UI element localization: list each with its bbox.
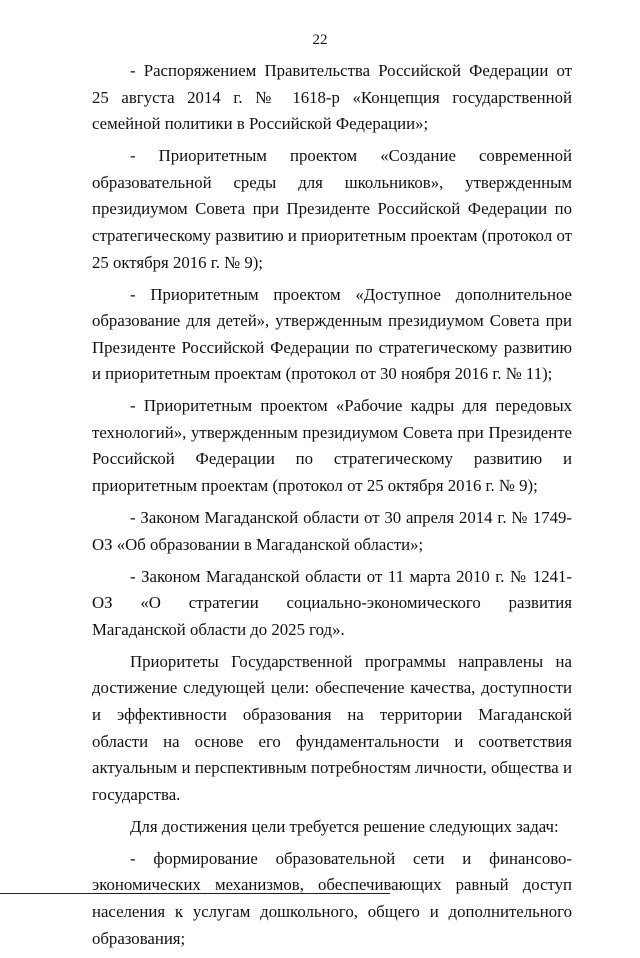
paragraph-law-strategy-magadan: - Законом Магаданской области от 11 марта 2010 г. № 1241-ОЗ «О стратегии социально-экономического развития Магаданской области до 2025 год». [92,566,572,639]
paragraph-tasks-intro: Для достижения цели требуется решение следующих задач: [130,816,559,836]
paragraph-decree-family-policy: - Распоряжением Правительства Российской Федерации от 25 августа 2014 г. № 1618-р «Концепция государственной семейной политики в Российской Федерации»; [92,61,572,134]
paragraph-task-education-network: - формирование образовательной сети и финансово-экономических механизмов, обеспечивающих равный доступ населения к услугам дошкольного, общего и дополнительного образования; [92,848,572,948]
paragraph-program-priorities: Приоритеты Государственной программы направлены на достижение следующей цели: обеспечение качества, доступности и эффективности образования на территории Магаданской области на основе его фундаментальности и соответствия актуальным и перспективным потребностям личности, общества и государства. [92,651,572,804]
paragraph-project-modern-school-environment: - Приоритетным проектом «Создание современной образовательной среды для школьников», утвержденным президиумом Совета при Президенте Российской Федерации по стратегическому развитию и приоритетным проектам (протокол от 25 октября 2016 г. № 9); [92,146,572,272]
paragraph-law-education-magadan: - Законом Магаданской области от 30 апреля 2014 г. № 1749-ОЗ «Об образовании в Магаданской области»; [92,508,572,554]
page-number: 22 [312,32,328,48]
paragraph-project-additional-education: - Приоритетным проектом «Доступное дополнительное образование для детей», утвержденным президиумом Совета при Президенте Российской Федерации по стратегическому развитию и приоритетным проектам (протокол от 30 ноября 2016 г. № 11); [92,284,572,384]
bottom-divider [0,893,390,894]
paragraph-project-working-personnel: - Приоритетным проектом «Рабочие кадры для передовых технологий», утвержденным президиумом Совета при Президенте Российской Федерации по стратегическому развитию и приоритетным проектам (протокол от 25 октября 2016 г. № 9); [92,396,572,496]
document-body [92,58,572,958]
